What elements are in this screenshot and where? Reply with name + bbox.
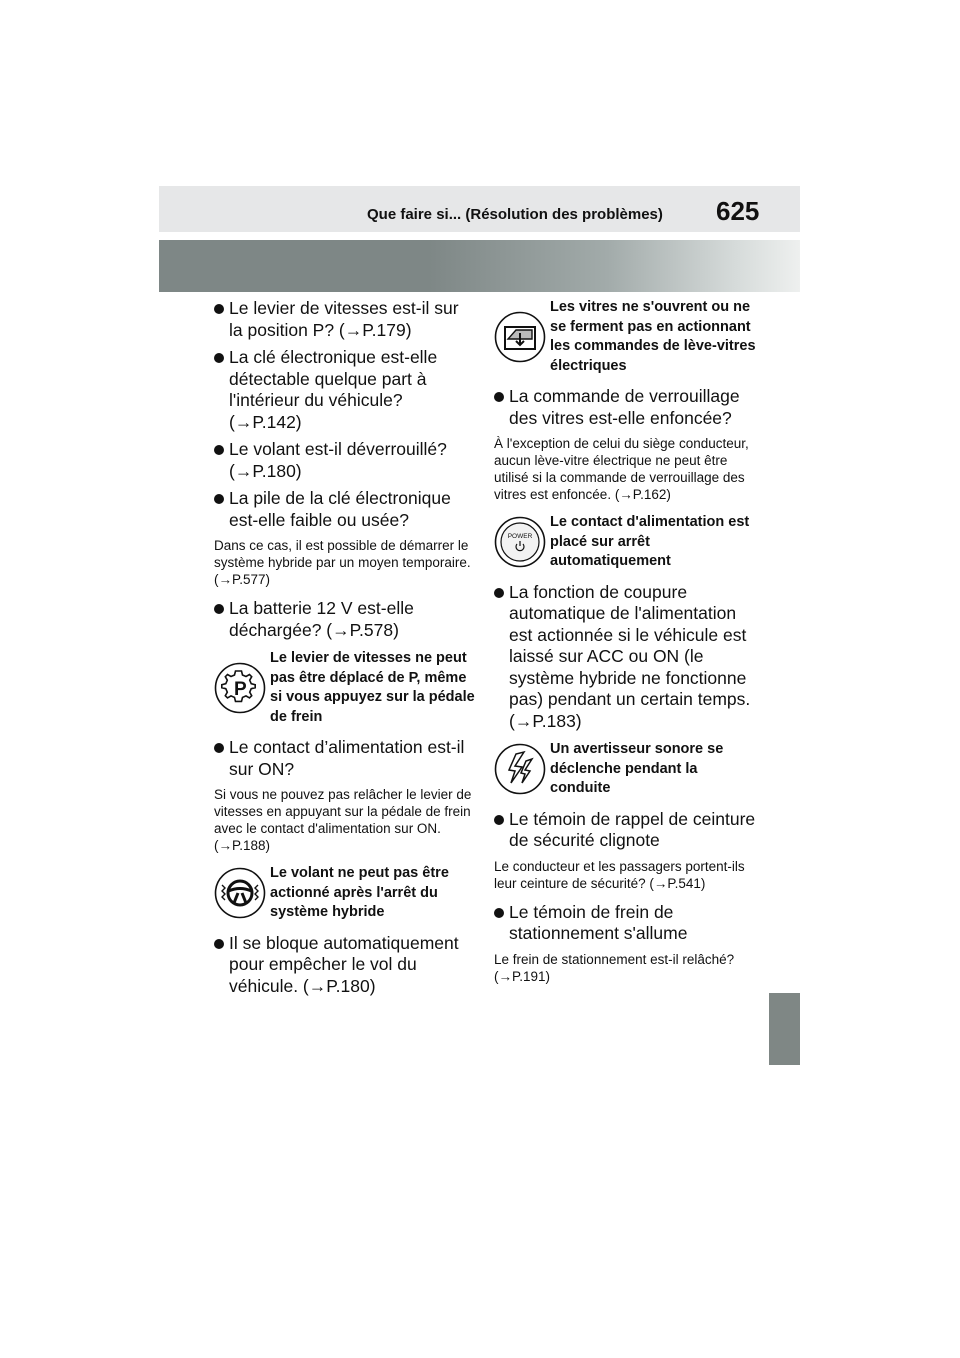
bullet-item: Le témoin de rappel de ceinture de sécurité clignote bbox=[494, 809, 756, 852]
note-text: À l'exception de celui du siège conducteur, aucun lève-vitre électrique ne peut être utilisé si la commande de verrouillage des vitres est enfoncée. (→P.162) bbox=[494, 436, 749, 502]
symptom-heading bbox=[214, 864, 476, 923]
power-switch-icon bbox=[494, 516, 546, 568]
note-text: Si vous ne pouvez pas relâcher le levier de vitesses en appuyant sur la pédale de frein avec le contact d'alimentation sur ON. (→P.188) bbox=[214, 787, 472, 853]
symptom-label: Le volant ne peut pas être actionné après l'arrêt du système hybride bbox=[270, 865, 449, 920]
bullet-item: Le volant est-il déverrouillé? (→P.180) bbox=[214, 439, 476, 482]
left-column bbox=[214, 298, 476, 1003]
buzzer-icon bbox=[494, 743, 546, 795]
page-number: 625 bbox=[716, 196, 760, 226]
note-text: Le frein de stationnement est-il relâché? (→P.191) bbox=[494, 951, 735, 984]
chapter-side-tab bbox=[769, 993, 800, 1065]
section-gradient-band bbox=[159, 240, 800, 292]
bullet-item: La fonction de coupure automatique de l'alimentation est actionnée si le véhicule est laissé sur ACC ou ON (le système hybride ne fonctionne pas) pendant un certain temps. (→P.183) bbox=[494, 582, 756, 733]
steering-lock-icon bbox=[214, 867, 266, 919]
bullet-item: Le témoin de frein de stationnement s'allume bbox=[494, 902, 756, 945]
symptom-heading bbox=[494, 298, 756, 376]
symptom-heading bbox=[494, 513, 756, 572]
symptom-label: Le contact d'alimentation est placé sur arrêt automatiquement bbox=[550, 514, 750, 569]
bullet-item: Le contact d’alimentation est-il sur ON? bbox=[214, 737, 476, 780]
bullet-item: Il se bloque automatiquement pour empêcher le vol du véhicule. (→P.180) bbox=[214, 933, 476, 998]
power-switch-label: POWER bbox=[507, 533, 533, 541]
bullet-item: La commande de verrouillage des vitres est-elle enfoncée? bbox=[494, 386, 756, 429]
symptom-heading bbox=[494, 740, 756, 799]
symptom-label: Un avertisseur sonore se déclenche pendant la conduite bbox=[550, 741, 724, 796]
symptom-label: Les vitres ne s'ouvrent ou ne se ferment pas en actionnant les commandes de lève-vitres électriques bbox=[550, 299, 756, 374]
right-column bbox=[494, 298, 756, 995]
symptom-label: Le levier de vitesses ne peut pas être déplacé de P, même si vous appuyez sur la pédale de frein bbox=[270, 650, 475, 725]
symptom-heading bbox=[214, 649, 476, 727]
note-text: Dans ce cas, il est possible de démarrer le système hybride par un moyen temporaire. (→P.577) bbox=[214, 538, 471, 587]
power-window-icon bbox=[494, 311, 546, 363]
svg-text:P: P bbox=[234, 679, 247, 700]
bullet-item: La batterie 12 V est-elle déchargée? (→P.578) bbox=[214, 598, 476, 641]
shift-lever-p-icon bbox=[214, 662, 266, 714]
bullet-item: Le levier de vitesses est-il sur la position P? (→P.179) bbox=[214, 298, 476, 341]
page-title: Que faire si... (Résolution des problèmes) bbox=[367, 206, 663, 223]
note-text: Le conducteur et les passagers portent-ils leur ceinture de sécurité? (→P.541) bbox=[494, 858, 745, 891]
bullet-item: La pile de la clé électronique est-elle faible ou usée? bbox=[214, 488, 476, 531]
bullet-item: La clé électronique est-elle détectable quelque part à l'intérieur du véhicule? (→P.142) bbox=[214, 347, 476, 433]
